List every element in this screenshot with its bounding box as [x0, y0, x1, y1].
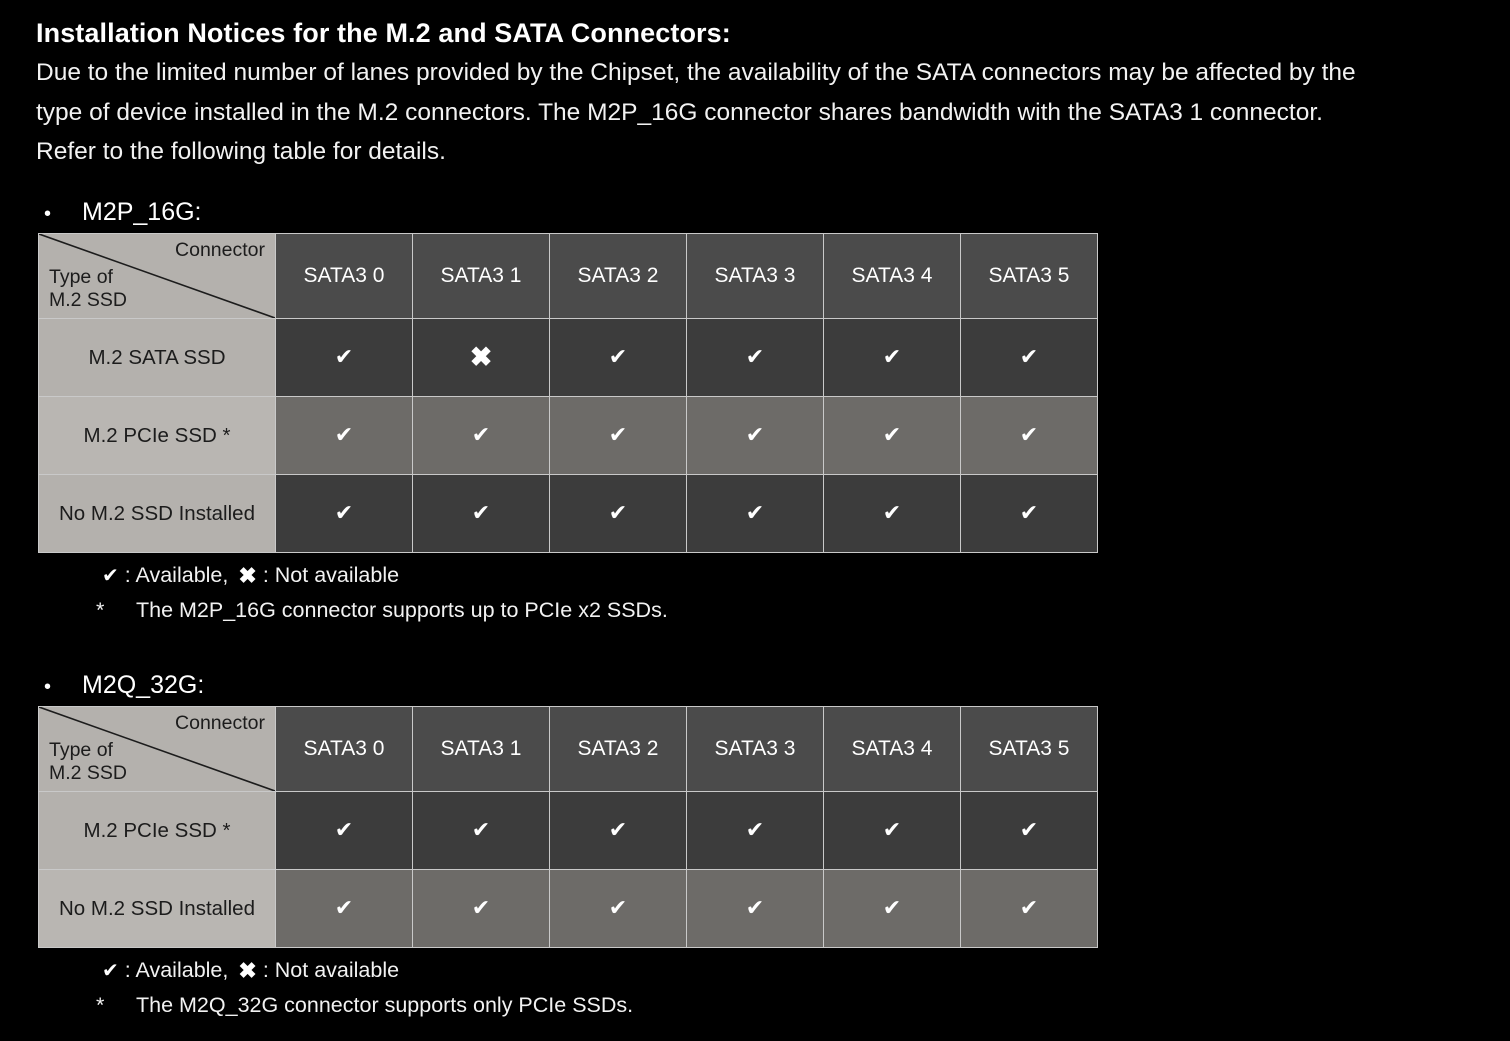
- corner-type-line2: M.2 SSD: [49, 289, 128, 312]
- check-icon: ✔: [471, 895, 491, 921]
- status-cell: [824, 870, 961, 948]
- column-header: SATA3 2: [550, 234, 687, 319]
- table-row: [39, 870, 1098, 948]
- status-cell: [961, 792, 1098, 870]
- status-cell: [961, 870, 1098, 948]
- check-icon: ✔: [334, 500, 354, 526]
- check-icon: ✔: [882, 895, 902, 921]
- row-header: M.2 PCIe SSD *: [39, 397, 276, 475]
- row-header: No M.2 SSD Installed: [39, 870, 276, 948]
- table-row: [39, 397, 1098, 475]
- notice-paragraph: Due to the limited number of lanes provided by the Chipset, the availability of the SATA connectors may be affected by the type of device installed in the M.2 connectors. The M2P_16G connector shares bandwidth with the SATA3 1 connector. Refer to the following table for details.: [36, 59, 1356, 166]
- status-cell: [824, 397, 961, 475]
- status-cell: [687, 870, 824, 948]
- check-icon: ✔: [882, 344, 902, 370]
- section-m2q-32g: [36, 671, 1476, 1018]
- column-header: SATA3 5: [961, 234, 1098, 319]
- check-icon: ✔: [102, 959, 119, 982]
- table-row: [39, 475, 1098, 553]
- legend-available-text: : Available,: [124, 958, 229, 983]
- footnote-text: The M2P_16G connector supports up to PCIe x2 SSDs.: [136, 598, 668, 623]
- section-label: M2Q_32G:: [82, 671, 205, 700]
- status-cell: [824, 319, 961, 397]
- check-icon: ✔: [608, 895, 628, 921]
- check-icon: ✔: [608, 500, 628, 526]
- footnote-m2p-16g: [96, 598, 1476, 623]
- corner-connector-label: Connector: [175, 712, 265, 735]
- status-cell: [413, 475, 550, 553]
- table-header-row: [39, 707, 1098, 792]
- status-cell: [550, 870, 687, 948]
- check-icon: ✔: [102, 564, 119, 587]
- column-header: SATA3 4: [824, 707, 961, 792]
- corner-header-cell: [39, 234, 276, 319]
- status-cell: [550, 319, 687, 397]
- check-icon: ✔: [745, 817, 765, 843]
- footnote-marker: *: [96, 598, 105, 623]
- status-cell: [276, 870, 413, 948]
- legend-m2q-32g: [102, 958, 1476, 983]
- status-cell: [687, 397, 824, 475]
- corner-type-line1: Type of: [49, 739, 113, 762]
- check-icon: ✔: [745, 344, 765, 370]
- column-header: SATA3 1: [413, 707, 550, 792]
- column-header: SATA3 2: [550, 707, 687, 792]
- check-icon: ✔: [882, 422, 902, 448]
- check-icon: ✔: [1019, 500, 1039, 526]
- table-row: [39, 319, 1098, 397]
- column-header: SATA3 4: [824, 234, 961, 319]
- check-icon: ✔: [1019, 422, 1039, 448]
- status-cell: [276, 319, 413, 397]
- check-icon: ✔: [745, 422, 765, 448]
- status-cell: [687, 475, 824, 553]
- corner-header-cell: [39, 707, 276, 792]
- footnote-text: The M2Q_32G connector supports only PCIe SSDs.: [136, 993, 634, 1018]
- status-cell: [276, 792, 413, 870]
- corner-connector-label: Connector: [175, 239, 265, 262]
- cross-icon: ✖: [238, 957, 257, 983]
- bullet-icon: •: [44, 676, 52, 699]
- compatibility-table-m2p-16g: [38, 233, 1098, 553]
- check-icon: ✔: [608, 344, 628, 370]
- status-cell: [687, 319, 824, 397]
- status-cell: [276, 475, 413, 553]
- check-icon: ✔: [471, 500, 491, 526]
- bullet-icon: •: [44, 203, 52, 226]
- row-header: M.2 SATA SSD: [39, 319, 276, 397]
- check-icon: ✔: [1019, 895, 1039, 921]
- column-header: SATA3 5: [961, 707, 1098, 792]
- legend-m2p-16g: [102, 563, 1476, 588]
- row-header: No M.2 SSD Installed: [39, 475, 276, 553]
- status-cell: [413, 319, 550, 397]
- section-heading-m2p-16g: [44, 198, 1476, 227]
- status-cell: [961, 475, 1098, 553]
- status-cell: [413, 870, 550, 948]
- status-cell: [961, 397, 1098, 475]
- row-header: M.2 PCIe SSD *: [39, 792, 276, 870]
- check-icon: ✔: [334, 422, 354, 448]
- check-icon: ✔: [334, 817, 354, 843]
- status-cell: [413, 792, 550, 870]
- check-icon: ✔: [1019, 344, 1039, 370]
- status-cell: [687, 792, 824, 870]
- legend-available-text: : Available,: [124, 563, 229, 588]
- section-m2p-16g: [36, 198, 1476, 623]
- status-cell: [550, 475, 687, 553]
- check-icon: ✔: [608, 817, 628, 843]
- footnote-m2q-32g: [96, 993, 1476, 1018]
- status-cell: [550, 397, 687, 475]
- corner-type-line2: M.2 SSD: [49, 762, 128, 785]
- status-cell: [824, 792, 961, 870]
- compatibility-table-m2q-32g: [38, 706, 1098, 948]
- page-title: Installation Notices for the M.2 and SATA Connectors:: [36, 18, 731, 48]
- cross-icon: ✖: [469, 342, 493, 373]
- corner-type-label: [49, 266, 127, 312]
- cross-icon: ✖: [238, 562, 257, 588]
- section-heading-m2q-32g: [44, 671, 1476, 700]
- column-header: SATA3 0: [276, 234, 413, 319]
- check-icon: ✔: [334, 895, 354, 921]
- corner-type-label: [49, 739, 127, 785]
- check-icon: ✔: [471, 422, 491, 448]
- legend-not-available-text: : Not available: [262, 563, 400, 588]
- section-label: M2P_16G:: [82, 198, 202, 227]
- check-icon: ✔: [1019, 817, 1039, 843]
- status-cell: [824, 475, 961, 553]
- check-icon: ✔: [745, 895, 765, 921]
- check-icon: ✔: [334, 344, 354, 370]
- column-header: SATA3 3: [687, 707, 824, 792]
- column-header: SATA3 3: [687, 234, 824, 319]
- corner-type-line1: Type of: [49, 266, 113, 289]
- check-icon: ✔: [608, 422, 628, 448]
- status-cell: [961, 319, 1098, 397]
- column-header: SATA3 1: [413, 234, 550, 319]
- footnote-marker: *: [96, 993, 105, 1018]
- check-icon: ✔: [882, 817, 902, 843]
- status-cell: [550, 792, 687, 870]
- legend-not-available-text: : Not available: [262, 958, 400, 983]
- status-cell: [413, 397, 550, 475]
- table-row: [39, 792, 1098, 870]
- column-header: SATA3 0: [276, 707, 413, 792]
- check-icon: ✔: [745, 500, 765, 526]
- check-icon: ✔: [882, 500, 902, 526]
- check-icon: ✔: [471, 817, 491, 843]
- status-cell: [276, 397, 413, 475]
- table-header-row: [39, 234, 1098, 319]
